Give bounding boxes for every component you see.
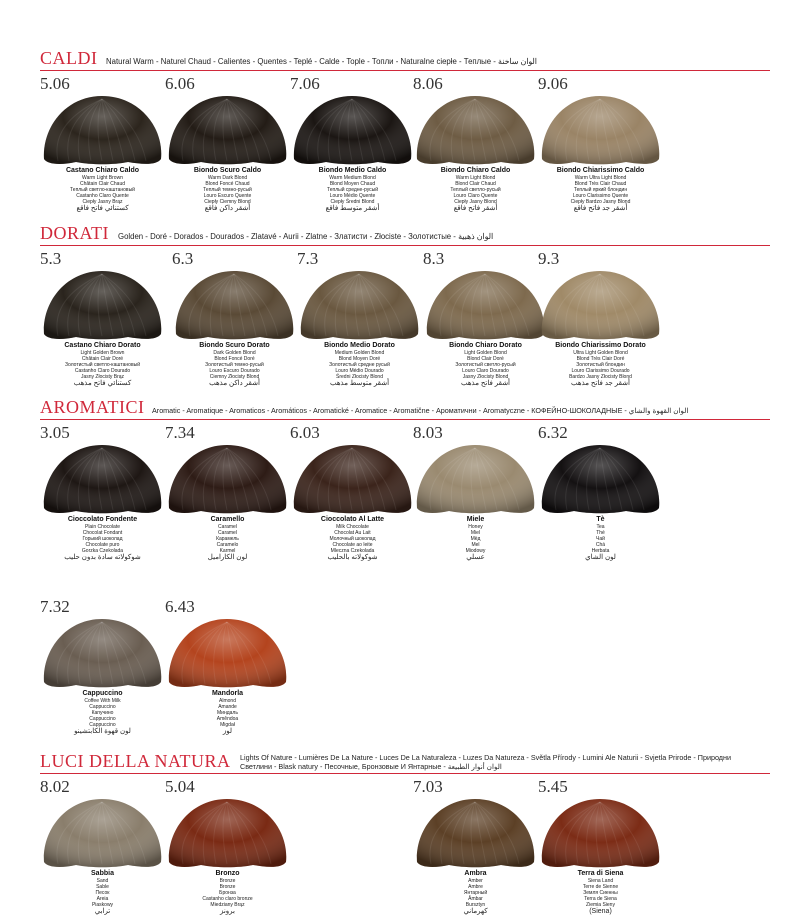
translation-line: Золотистый светло-каштановый [65,362,140,368]
translation-line: Âmbar [468,896,483,902]
translation-line: (Siena) [589,908,612,915]
shade-translations [538,350,663,388]
hair-swatch-image [297,268,422,342]
hair-swatch-image [40,616,165,690]
shade-code: 6.06 [165,74,195,93]
shade-code: 8.3 [423,249,445,268]
shade-translations [40,698,165,736]
translation-line: Tea [596,524,605,530]
translation-line: Milk Chocolate [336,524,369,530]
translation-line: أشقر فاتح مذهب [460,380,511,387]
section-header-aromatici [40,397,770,420]
translation-line: Blond Très Clair Doré [576,356,625,362]
translation-line: أشقر فاتح فاقع [453,205,498,212]
translation-line: Amande [218,704,237,710]
shade-code: 6.3 [172,249,194,268]
translation-line: Ciepły Bardzo Jasny Blond [570,199,631,205]
translation-line: Karmel [219,548,236,554]
translation-line: Châtain Clair Chaud [79,181,126,187]
section-subtitle: Aromatic - Aromatique - Aromaticos - Aromáticos - Aromatické - Aromatice - Aromatične - Ароматични - Aromatyczne - КОФЕЙНО-ШОКОЛАДНЫЕ - الوان القهوة والشاي [152,406,689,415]
translation-line: لون الكاراميل [207,554,248,561]
translation-line: Honey [468,524,483,530]
translation-line: Chocolate puro [85,542,120,548]
translation-line: Louro Clarissimo Dourado [571,368,630,374]
translation-line: Blond Moyen Chaud [329,181,376,187]
shade-code: 7.03 [413,777,443,796]
shade-name: Biondo Scuro Caldo [193,167,262,174]
shade-code: 8.02 [40,777,70,796]
translation-line: Siena Land [587,878,614,884]
translation-line: Louro Médio Dourado [335,368,384,374]
translation-line: Золотистый темно-русый [205,362,264,368]
shade-translations [538,878,663,916]
shade-code: 7.32 [40,597,70,616]
translation-line: Земля Сиенны [583,890,618,896]
translation-line: Migdał [220,722,235,728]
translation-line: أشقر جد فاتح مذهب [571,380,630,387]
translation-line: Золотистый блондин [576,362,625,368]
translation-line: Янтарный [463,890,488,896]
translation-line: Castanho Claro Dourado [74,368,131,374]
translation-line: Мёд [470,536,481,542]
translation-line: Bronze [219,878,236,884]
translation-line: Bardzo Jasny Złocisty Blond [569,374,632,380]
shade-name: Bronzo [215,870,240,877]
translation-line: Castanho Claro Quente [76,193,129,199]
shade-code: 6.03 [290,423,320,442]
shade-code: 7.3 [297,249,319,268]
translation-line: Ambre [468,884,483,890]
shade-code: 6.32 [538,423,568,442]
hair-swatch-image [172,268,297,342]
hair-swatch-image [413,442,538,516]
shade-translations [172,350,297,388]
translation-line: Mleczna Czekolada [330,548,375,554]
translation-line: Coffee With Milk [84,698,121,704]
translation-line: Plain Chocolate [84,524,121,530]
hair-swatch-image [538,268,663,342]
section-rule [40,419,770,420]
translation-line: Sable [96,884,109,890]
translation-line: Light Golden Blond [464,350,507,356]
shade-code: 7.34 [165,423,195,442]
translation-line: Amber [468,878,483,884]
shade-code: 6.43 [165,597,195,616]
translation-line: Ultra Light Golden Blond [573,350,628,356]
translation-line: أشقر داكن فاقع [204,205,251,212]
shade-name: Biondo Medio Dorato [324,342,395,349]
shade-translations [40,175,165,213]
shade-name: Cioccolato Al Latte [320,516,385,523]
shade-code: 7.06 [290,74,320,93]
shade-translations [165,175,290,213]
translation-line: Almond [219,698,236,704]
hair-swatch-image [40,796,165,870]
translation-line: عسلي [466,554,485,561]
translation-line: Теплый яркий блондин [573,187,628,193]
translation-line: Песок [95,890,110,896]
translation-line: Chocolat Au Lait [334,530,371,536]
hair-swatch-image [165,93,290,167]
section-header-dorati [40,223,770,246]
translation-line: Caramel [218,524,237,530]
translation-line: Теплый средне-русый [326,187,379,193]
shade-code: 5.04 [165,777,195,796]
translation-line: Warm Light Blond [455,175,496,181]
translation-line: أشقر داكن مذهب [209,380,260,387]
shade-name: Biondo Chiaro Caldo [440,167,511,174]
shade-translations [165,878,290,916]
translation-line: كهرماني [463,908,488,915]
shade-name: Cioccolato Fondente [67,516,138,523]
section-title: AROMATICI [40,397,145,417]
shade-code: 9.3 [538,249,560,268]
translation-line: كستنائي فاتح مذهب [73,380,132,387]
translation-line: Blond Foncé Chaud [205,181,250,187]
translation-line: Ciepły Jasny Brąz [82,199,123,205]
section-title: CALDI [40,48,98,68]
translation-line: Горький шоколад [82,536,123,542]
translation-line: Cappuccino [89,716,116,722]
translation-line: Mel [471,542,480,548]
translation-line: Louro Escuro Dourado [209,368,260,374]
translation-line: Теплый светло-русый [450,187,501,193]
shade-name: Castano Chiaro Dorato [64,342,141,349]
hair-swatch-image [165,616,290,690]
translation-line: Louro Escuro Quente [203,193,252,199]
translation-line: Blond Moyen Doré [338,356,381,362]
translation-line: Miodowy [465,548,486,554]
translation-line: Chá [595,542,606,548]
translation-line: لون قهوة الكابتشينو [74,728,131,735]
shade-translations [40,878,165,916]
section-rule [40,70,770,71]
translation-line: برونز [219,908,235,915]
translation-line: Blond Très Clair Chaud [574,181,627,187]
section-subtitle: Golden - Doré - Dorados - Dourados - Zlatavé - Aurii - Zlatne - Златисти - Złociste - Золотистые - الوان ذهبية [118,232,494,241]
shade-translations [538,524,663,562]
shade-translations [290,524,415,562]
shade-name: Biondo Scuro Dorato [199,342,270,349]
shade-translations [165,698,290,736]
translation-line: Light Golden Brown [80,350,125,356]
hair-swatch-image [290,93,415,167]
hair-swatch-image [538,796,663,870]
translation-line: Areia [96,896,109,902]
shade-name: Biondo Medio Caldo [318,167,387,174]
hair-swatch-image [290,442,415,516]
translation-line: Jasny Złocisty Brąz [80,374,125,380]
translation-line: Thé [596,530,605,536]
shade-code: 8.03 [413,423,443,442]
section-subtitle: Lights Of Nature - Lumières De La Nature - Luces De La Naturaleza - Luzes Da Natureza - Světla Přírody - Lumini Ale Naturii - Svjetla Prirode - Природни Светлини - Blask natury - Песочные, Бронзовые И Янтарные - الوان أنوار الطبيعة [240,753,731,771]
translation-line: Теплый темно-русый [203,187,252,193]
translation-line: Миндаль [217,710,238,716]
shade-code: 3.05 [40,423,70,442]
translation-line: Ciepły Średni Blond [330,199,375,205]
translation-line: لون الشاي [585,554,616,561]
section-header-caldi [40,48,770,71]
translation-line: Miel [470,530,481,536]
shade-name: Biondo Chiarissimo Dorato [555,342,646,349]
translation-line: Chocolat Fondant [82,530,123,536]
translation-line: Piaskowy [91,902,114,908]
translation-line: Miedziany Brąz [210,902,245,908]
shade-translations [40,350,165,388]
shade-code: 5.3 [40,249,62,268]
translation-line: Średni Złocisty Blond [336,374,383,380]
hair-swatch-image [423,268,548,342]
shade-name: Ambra [464,870,487,877]
shade-translations [413,524,538,562]
shade-name: Cappuccino [82,690,123,697]
shade-translations [413,878,538,916]
translation-line: Sand [96,878,109,884]
hair-swatch-image [40,93,165,167]
translation-line: Amêndoa [216,716,239,722]
translation-line: Warm Medium Blond [329,175,376,181]
translation-line: Молочный шоколад [329,536,376,542]
translation-line: Ciemny Złocisty Blond [209,374,260,380]
section-subtitle: Natural Warm - Naturel Chaud - Calientes - Quentes - Teplé - Calde - Tople - Топли - Naturalne ciepłe - Теплые - الوان ساخنة [106,57,537,66]
translation-line: Blond Clair Doré [467,356,504,362]
translation-line: ترابي [94,908,111,915]
shade-name: Sabbia [91,870,114,877]
translation-line: Ciepły Ciemny Blond [204,199,251,205]
translation-line: Ziemia Sieny [586,902,615,908]
translation-line: Castanho claro bronze [202,896,253,902]
section-rule [40,245,770,246]
shade-code: 5.06 [40,74,70,93]
shade-code: 9.06 [538,74,568,93]
section-title: DORATI [40,223,109,243]
translation-line: Золотистый средне русый [329,362,390,368]
translation-line: Warm Light Brown [82,175,123,181]
translation-line: Теплый светло-каштановый [70,187,135,193]
hair-swatch-image [538,93,663,167]
translation-line: Карамель [216,536,239,542]
shade-name: Castano Chiaro Caldo [65,167,140,174]
translation-line: لوز [222,728,233,735]
translation-line: Gorzka Czekolada [81,548,124,554]
translation-line: كستنائي فاتح فاقع [76,205,129,212]
translation-line: Chocolate ao leite [332,542,373,548]
shade-name: Tè [596,516,605,523]
translation-line: أشقر جد فاتح فاقع [573,205,628,212]
shade-translations [423,350,548,388]
shade-translations [538,175,663,213]
translation-line: Dark Golden Blond [213,350,256,356]
shade-translations [297,350,422,388]
translation-line: شوكولاته بالحليب [327,554,378,561]
shade-name: Biondo Chiaro Dorato [449,342,522,349]
translation-line: Cappuccino [89,704,116,710]
translation-line: Châtain Clair Doré [81,356,124,362]
translation-line: شوكولاته سادة بدون حليب [64,554,141,561]
section-header-luci-della-natura [40,751,770,774]
shade-name: Biondo Chiarissimo Caldo [556,167,645,174]
hair-swatch-image [165,796,290,870]
shade-translations [40,524,165,562]
translation-line: Medium Golden Blond [334,350,385,356]
translation-line: Louro Claro Quente [453,193,498,199]
translation-line: Чай [596,536,605,542]
translation-line: Louro Clarissimo Quente [572,193,629,199]
translation-line: Louro Médio Quente [329,193,376,199]
shade-code: 8.06 [413,74,443,93]
translation-line: Caramelo [216,542,239,548]
shade-name: Miele [466,516,485,523]
translation-line: Louro Claro Dourado [462,368,509,374]
translation-line: Blond Clair Chaud [455,181,496,187]
translation-line: Капучино [91,710,114,716]
translation-line: Bronze [219,884,236,890]
translation-line: Blond Foncé Doré [214,356,255,362]
shade-translations [165,524,290,562]
shade-name: Caramello [210,516,245,523]
section-title: LUCI DELLA NATURA [40,751,231,771]
hair-swatch-image [413,93,538,167]
hair-swatch-image [538,442,663,516]
shade-name: Mandorla [211,690,244,697]
translation-line: Bursztyn [465,902,486,908]
translation-line: أشقر متوسط مذهب [329,380,390,387]
translation-line: Cappuccino [89,722,116,728]
translation-line: Бронза [219,890,236,896]
shade-name: Terra di Siena [577,870,624,877]
translation-line: أشقر متوسط فاقع [325,205,380,212]
translation-line: Herbata [591,548,610,554]
translation-line: Caramel [218,530,237,536]
shade-translations [413,175,538,213]
translation-line: Terre de Sienne [582,884,619,890]
translation-line: Ciepły Jasny Blond [454,199,497,205]
shade-code: 5.45 [538,777,568,796]
translation-line: Jasny Złocisty Blond [462,374,509,380]
translation-line: Warm Ultra Light Blond [574,175,627,181]
section-rule [40,773,770,774]
hair-swatch-image [40,268,165,342]
shade-translations [290,175,415,213]
translation-line: Warm Dark Blond [207,175,248,181]
hair-swatch-image [413,796,538,870]
translation-line: Terra de Siena [584,896,617,902]
hair-swatch-image [40,442,165,516]
translation-line: Золотистый светло-русый [455,362,516,368]
hair-swatch-image [165,442,290,516]
